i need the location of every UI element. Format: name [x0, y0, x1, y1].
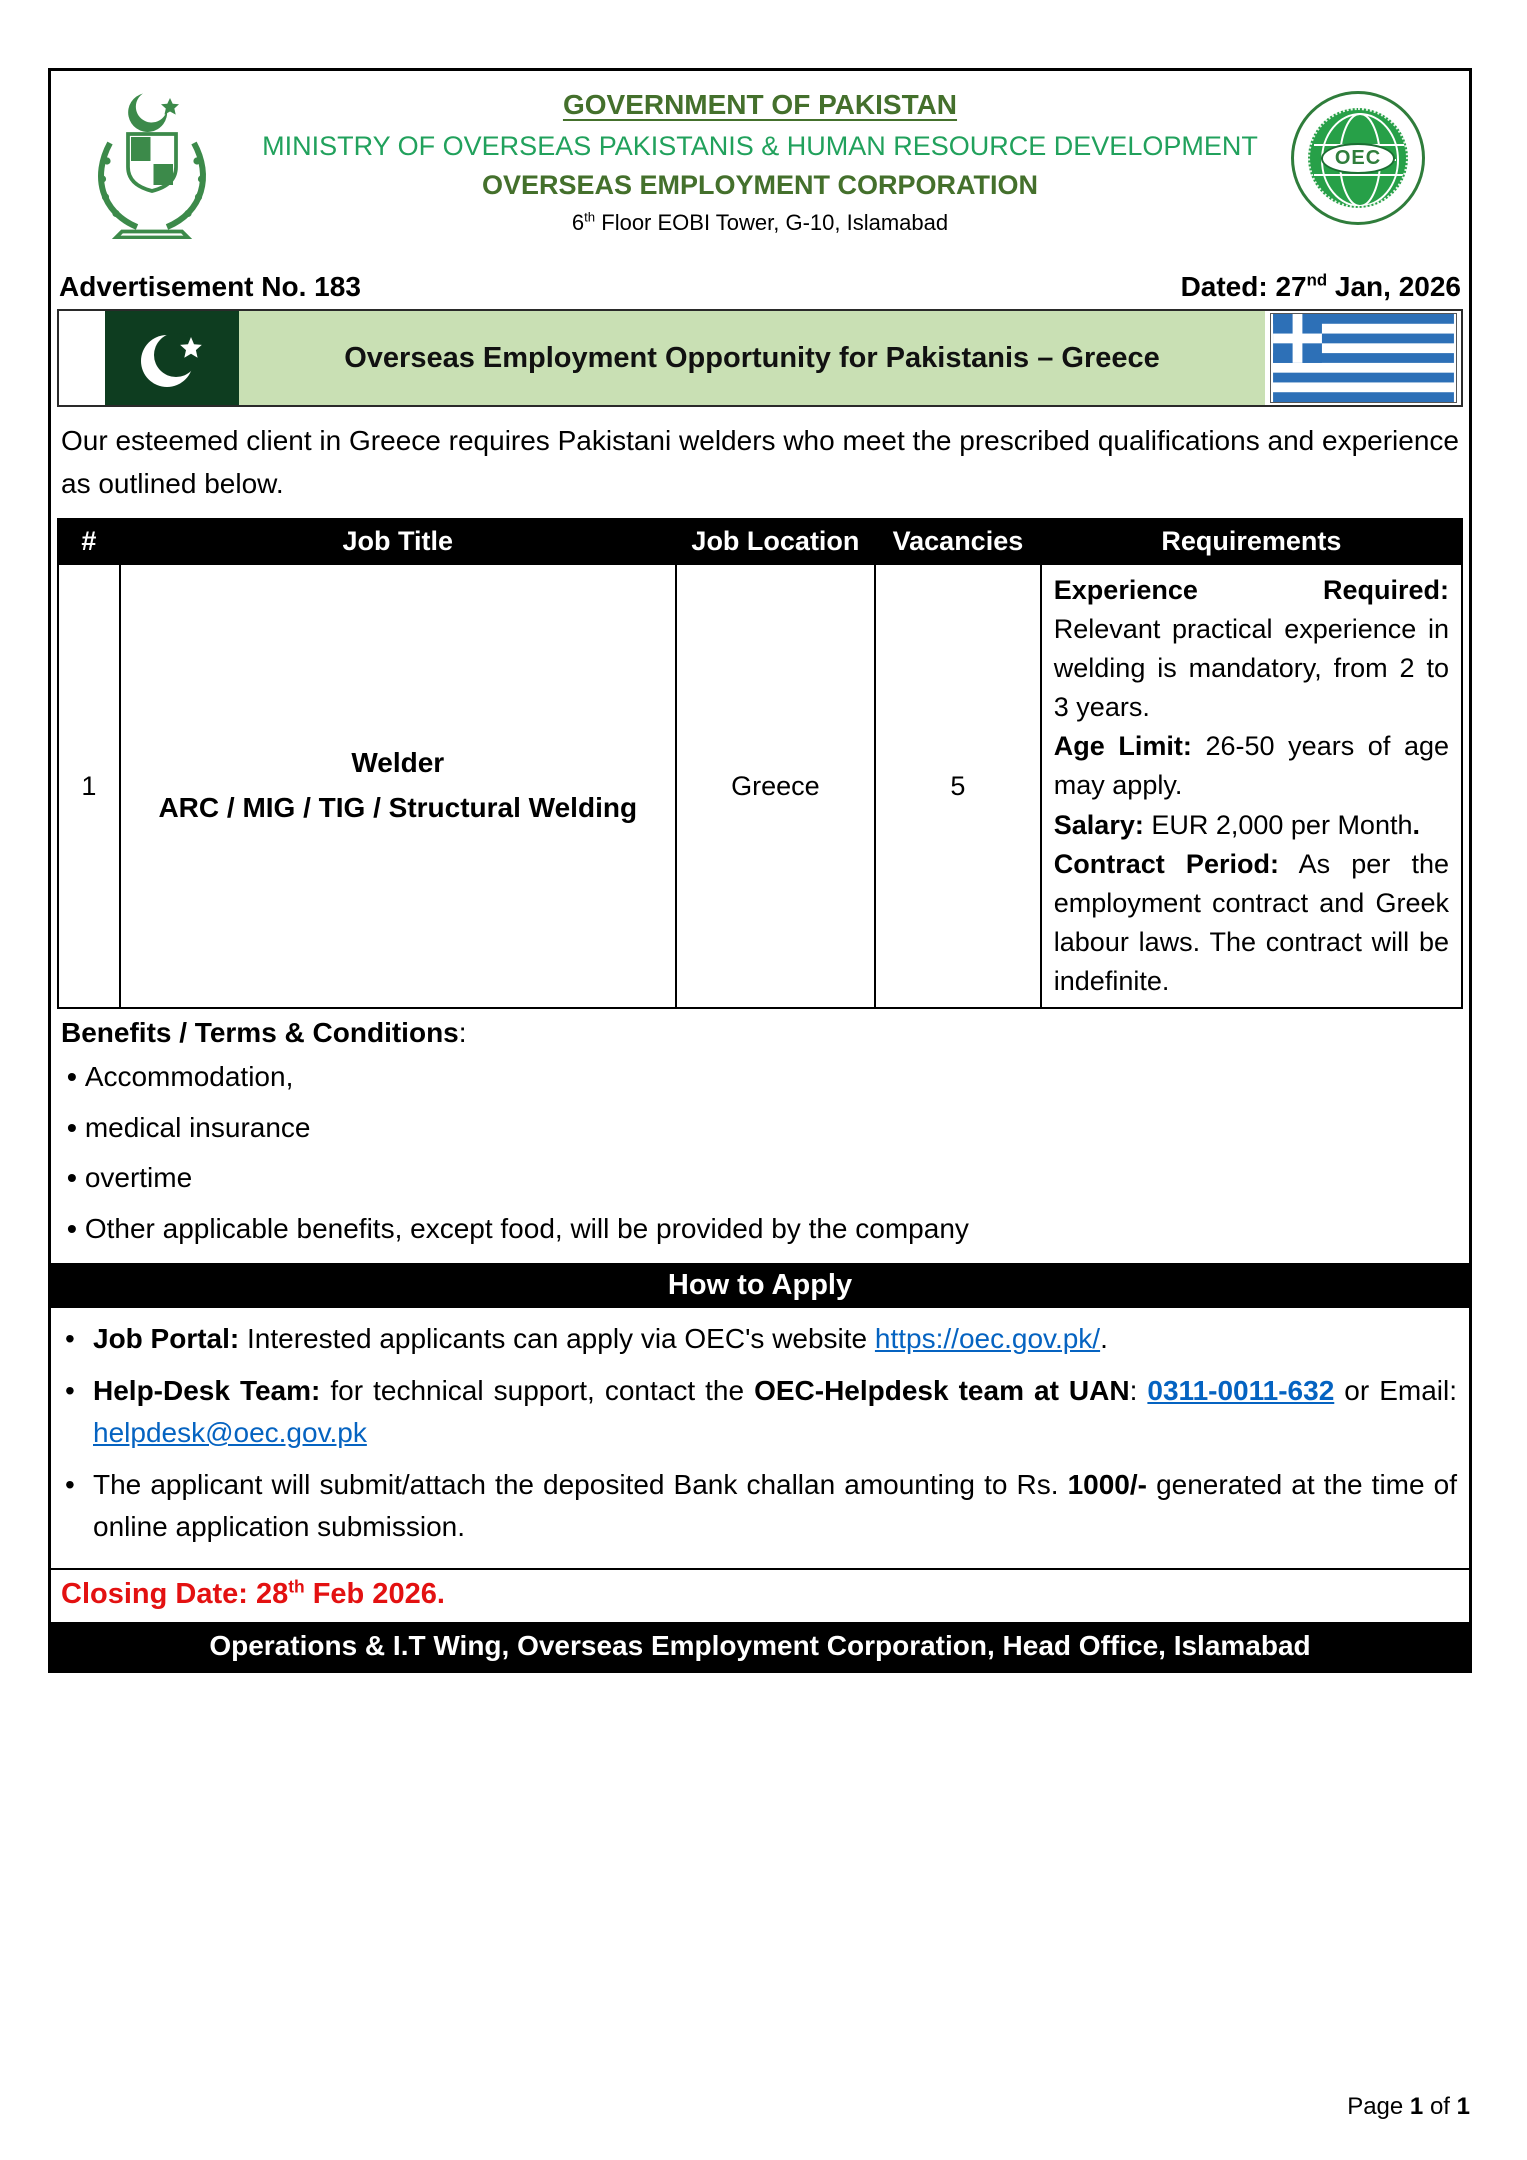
job-portal-label: Job Portal:	[93, 1322, 240, 1354]
salary-text: EUR 2,000 per Month	[1143, 809, 1413, 840]
page-current: 1	[1409, 2093, 1424, 2120]
bullet-icon: •	[65, 1374, 75, 1406]
apply-item-content	[93, 1370, 1457, 1454]
requirements-age	[1054, 727, 1449, 805]
benefits-list	[67, 1059, 1459, 1247]
required-word: Required:	[1322, 574, 1449, 605]
helpdesk-text1: for technical support, contact the	[320, 1374, 755, 1406]
job-vacancies: 5	[875, 564, 1041, 1009]
closing-date	[51, 1568, 1469, 1619]
government-title: GOVERNMENT OF PAKISTAN	[562, 89, 958, 120]
benefit-item: • medical insurance	[67, 1110, 1459, 1146]
job-requirements-cell	[1041, 564, 1462, 1009]
closing-rest: Feb 2026.	[304, 1577, 445, 1610]
greece-flag-icon	[1270, 313, 1457, 403]
requirements-experience-text: Relevant practical experience in welding is mandatory, from 2 to 3 years.	[1053, 613, 1449, 723]
bullet-icon: •	[65, 1322, 75, 1354]
job-table-row	[58, 564, 1462, 1009]
salary-label: Salary:	[1053, 809, 1144, 840]
address-rest: Floor EOBI Tower, G-10, Islamabad	[595, 209, 949, 235]
benefits-heading-colon: :	[458, 1017, 467, 1049]
benefits-section	[51, 1009, 1469, 1263]
ministry-title: MINISTRY OF OVERSEAS PAKISTANIS & HUMAN RESOURCE DEVELOPMENT	[262, 130, 1258, 161]
page-total: 1	[1456, 2093, 1470, 2120]
requirements-salary	[1054, 806, 1449, 845]
oec-website-link[interactable]: https://oec.gov.pk/	[874, 1322, 1101, 1354]
advertisement-document	[48, 68, 1472, 1673]
age-limit-label: Age Limit:	[1053, 731, 1192, 762]
job-table-header-row	[58, 519, 1462, 564]
corporation-title: OVERSEAS EMPLOYMENT CORPORATION	[481, 170, 1039, 201]
contract-period-text: As per the employment contract and Greek labour laws. The contract will be indefinite.	[1053, 848, 1449, 997]
helpdesk-label: Help-Desk Team:	[93, 1374, 321, 1406]
requirements-experience-label	[1054, 571, 1449, 610]
oec-logo-icon	[1291, 91, 1425, 225]
job-title-cell	[120, 564, 676, 1009]
salary-period: .	[1412, 809, 1421, 840]
dated-pre: Dated: 27	[1180, 271, 1307, 302]
apply-item-challan	[65, 1464, 1457, 1548]
intro-paragraph: Our esteemed client in Greece requires Pakistani welders who meet the prescribed qualifications and experience as outlined below.	[61, 425, 1459, 500]
job-title-line2: ARC / MIG / TIG / Structural Welding	[158, 792, 638, 824]
benefit-item: • overtime	[67, 1160, 1459, 1196]
closing-pre: Closing Date: 28	[61, 1577, 289, 1610]
col-header-requirements: Requirements	[1041, 519, 1462, 564]
page-word: Page	[1347, 2093, 1410, 2120]
age-limit-text: 26-50 years of age may apply.	[1053, 731, 1449, 801]
pakistan-flag-hoist	[59, 311, 105, 405]
address-ordinal: th	[584, 209, 596, 225]
banner-title: Overseas Employment Opportunity for Pakistanis – Greece	[344, 341, 1160, 374]
pakistan-emblem-icon	[77, 89, 227, 239]
helpdesk-uan-label: OEC-Helpdesk team at UAN	[754, 1374, 1130, 1406]
benefits-heading-text: Benefits / Terms & Conditions	[61, 1017, 459, 1049]
dated-label	[1181, 271, 1461, 303]
address-line	[51, 209, 1469, 237]
helpdesk-email-link[interactable]: helpdesk@oec.gov.pk	[93, 1416, 367, 1448]
col-header-vacancies: Vacancies	[875, 519, 1041, 564]
helpdesk-text2: or Email:	[1334, 1374, 1458, 1406]
address-num: 6	[571, 209, 585, 235]
challan-text1: The applicant will submit/attach the deposited Bank challan amounting to Rs.	[93, 1468, 1068, 1500]
banner-title-area	[239, 311, 1265, 405]
page-number	[1347, 2093, 1470, 2121]
header-text-block	[51, 87, 1469, 237]
benefit-item: • Accommodation,	[67, 1059, 1459, 1095]
pakistan-flag-icon	[105, 311, 239, 405]
how-to-apply-list	[51, 1308, 1469, 1568]
benefits-heading	[61, 1017, 1459, 1049]
how-to-apply-bar: How to Apply	[51, 1263, 1469, 1308]
dated-rest: Jan, 2026	[1327, 271, 1461, 302]
job-location: Greece	[676, 564, 875, 1009]
contract-period-label: Contract Period:	[1053, 848, 1279, 879]
challan-text2: generated at the time of online application submission.	[93, 1468, 1458, 1542]
col-header-num: #	[58, 519, 120, 564]
apply-item-content	[93, 1318, 1457, 1360]
oec-logo-label: OEC	[1321, 143, 1395, 174]
apply-item-job-portal	[65, 1318, 1457, 1360]
challan-amount: 1000/-	[1067, 1468, 1147, 1500]
closing-ordinal: th	[288, 1576, 305, 1597]
advertisement-row	[51, 271, 1469, 309]
benefit-item: • Other applicable benefits, except food, will be provided by the company	[67, 1211, 1459, 1247]
opportunity-banner	[57, 309, 1463, 407]
job-portal-text: Interested applicants can apply via OEC's website	[239, 1322, 875, 1354]
job-portal-after: .	[1100, 1322, 1108, 1354]
oec-logo-globe	[1308, 108, 1408, 208]
requirements-contract	[1054, 845, 1449, 1002]
advertisement-number: Advertisement No. 183	[59, 271, 361, 302]
apply-item-helpdesk	[65, 1370, 1457, 1454]
experience-word: Experience	[1053, 574, 1198, 605]
col-header-title: Job Title	[120, 519, 676, 564]
dated-ordinal: nd	[1306, 270, 1328, 290]
job-serial: 1	[58, 564, 120, 1009]
apply-item-content	[93, 1464, 1457, 1548]
greece-flag-cell	[1265, 311, 1461, 405]
bullet-icon: •	[65, 1468, 75, 1500]
job-table	[57, 518, 1463, 1010]
helpdesk-colon: :	[1129, 1374, 1148, 1406]
col-header-location: Job Location	[676, 519, 875, 564]
document-header	[51, 71, 1469, 271]
page-of-word: of	[1423, 2093, 1457, 2120]
uan-phone-link[interactable]: 0311-0011-632	[1147, 1374, 1335, 1406]
footer-office-bar: Operations & I.T Wing, Overseas Employment Corporation, Head Office, Islamabad	[51, 1619, 1469, 1670]
job-title-line1: Welder	[351, 747, 445, 779]
